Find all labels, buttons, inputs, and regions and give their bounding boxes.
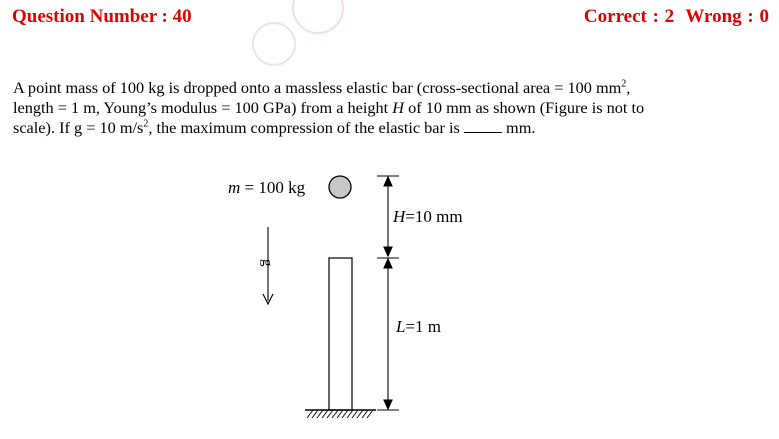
correct-count: Correct : 2 — [583, 6, 675, 27]
question-line-3: scale). If g = 10 $m/s^2$, the maximum compression of the elastic bar is mm. — [13, 118, 536, 137]
length-label: L=1 m — [396, 317, 442, 336]
question-line-2: length = 1 m, Young’s modulus = 100 GPa) from a height H of 10 mm as shown (Figure is not to — [13, 98, 645, 117]
question-line-1: A point mass of 100 kg is dropped onto a massless elastic bar (cross-sectional area = 100 $mm^2$, — [13, 78, 631, 97]
gravity-label: g — [259, 259, 275, 267]
elastic-bar — [329, 258, 352, 410]
ground-hatch — [307, 410, 373, 418]
question-number: Question Number : 40 — [12, 6, 192, 27]
height-label: H=10 mm — [393, 207, 463, 226]
mass-label: m = 100 kg — [228, 178, 306, 197]
wrong-count: Wrong : 0 — [685, 6, 769, 27]
point-mass-ball — [329, 176, 351, 198]
